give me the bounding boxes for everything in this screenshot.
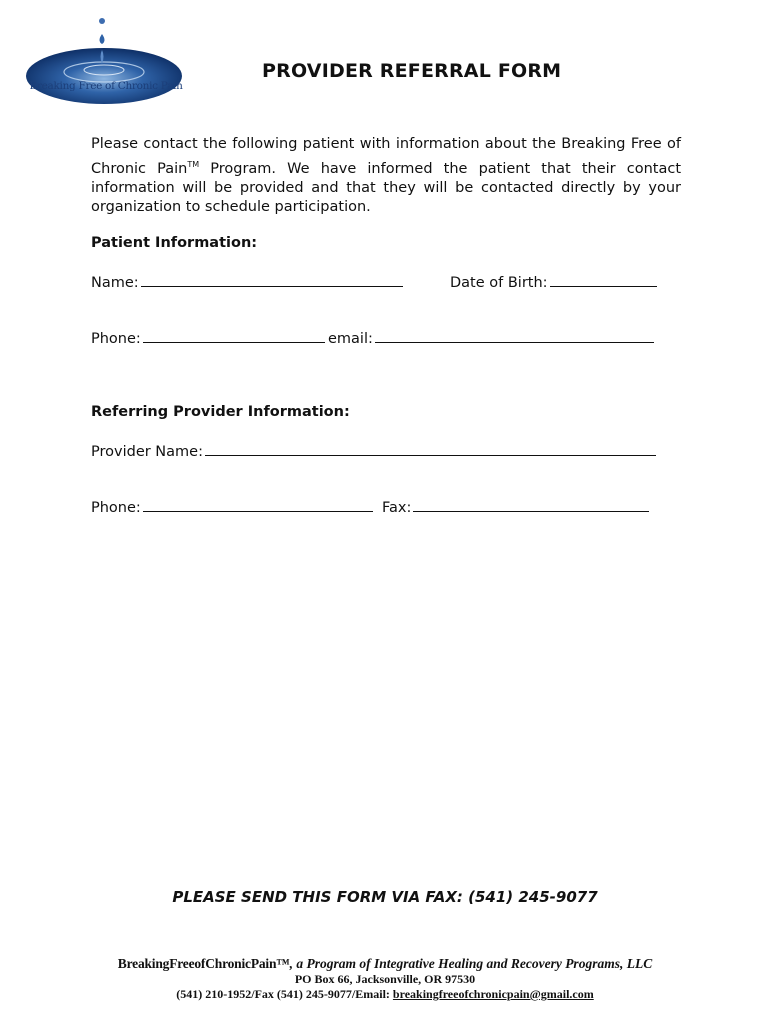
patient-email-field[interactable] [328, 328, 654, 347]
dob-line[interactable] [550, 272, 657, 287]
patient-phone-line[interactable] [143, 328, 325, 343]
patient-name-line[interactable] [141, 272, 403, 287]
patient-email-label: email: [328, 331, 373, 347]
patient-phone-label: Phone: [91, 331, 141, 347]
footer-org-name: BreakingFreeofChronicPain™ [117, 956, 290, 971]
footer-org-line [0, 956, 770, 972]
water-drop-logo-icon [22, 14, 187, 109]
logo-text: Breaking Free of Chronic Pain [29, 80, 183, 92]
footer-contact-prefix: (541) 210-1952/Fax (541) 245-9077/Email: [176, 987, 393, 1001]
provider-phone-line[interactable] [143, 497, 373, 512]
logo [22, 14, 187, 109]
trademark-mark: TM [187, 159, 200, 169]
footer-contact-line [0, 987, 770, 1002]
dob-field[interactable] [450, 272, 657, 291]
provider-fax-line[interactable] [413, 497, 649, 512]
footer [0, 956, 770, 1002]
patient-name-label: Name: [91, 275, 139, 291]
provider-name-field[interactable] [91, 441, 656, 460]
patient-email-line[interactable] [375, 328, 654, 343]
provider-name-label: Provider Name: [91, 444, 203, 460]
footer-tagline: , a Program of Integrative Healing and Recovery Programs, LLC [289, 956, 653, 971]
fax-notice: PLEASE SEND THIS FORM VIA FAX: (541) 245-9077 [172, 888, 598, 906]
intro-text-1: Please contact the following patient with information about the Breaking Free of Chronic Pain [91, 136, 681, 177]
intro-text-2: Program. We have informed the patient that their contact information will be provided and that they will be contacted directly by your organization to schedule participation. [91, 160, 682, 216]
provider-phone-field[interactable] [91, 497, 373, 516]
patient-phone-field[interactable] [91, 328, 325, 347]
footer-address: PO Box 66, Jacksonville, OR 97530 [294, 972, 476, 986]
provider-phone-label: Phone: [91, 500, 141, 516]
provider-fax-field[interactable] [382, 497, 649, 516]
footer-email-link[interactable]: breakingfreeofchronicpain@gmail.com [392, 987, 594, 1001]
intro-paragraph [91, 135, 681, 218]
patient-name-field[interactable] [91, 272, 403, 291]
provider-info-heading: Referring Provider Information: [91, 404, 350, 420]
patient-info-heading: Patient Information: [91, 235, 258, 251]
dob-label: Date of Birth: [450, 275, 548, 291]
page-title: PROVIDER REFERRAL FORM [262, 60, 562, 82]
provider-name-line[interactable] [205, 441, 656, 456]
provider-fax-label: Fax: [382, 500, 412, 516]
